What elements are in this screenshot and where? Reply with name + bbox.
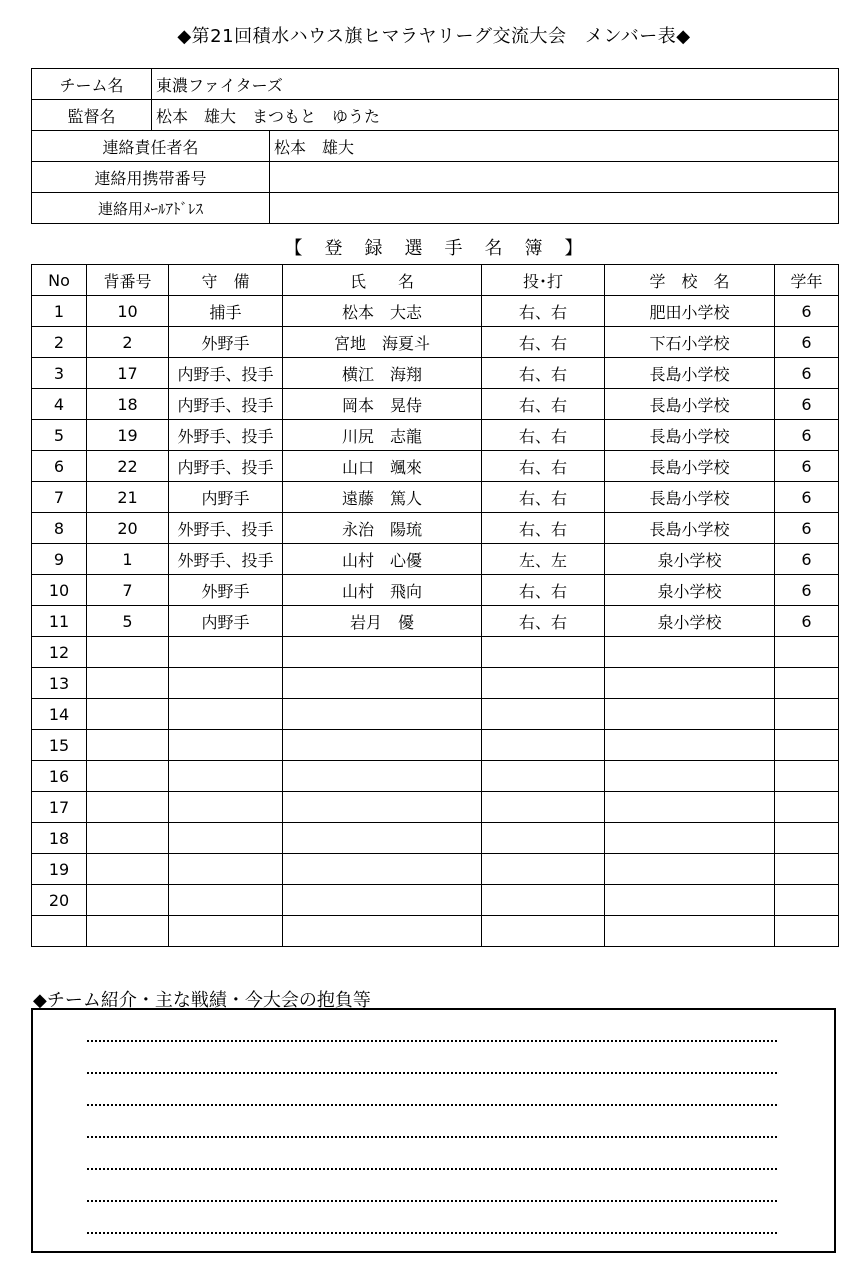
cell-throw-bat: 右、右 — [482, 389, 605, 420]
cell-position: 外野手 — [169, 327, 283, 358]
cell-no — [32, 916, 87, 947]
cell-position: 内野手、投手 — [169, 358, 283, 389]
cell-number — [87, 730, 169, 761]
table-row — [32, 916, 839, 947]
cell-school: 泉小学校 — [605, 606, 775, 637]
team-label: チーム名 — [32, 69, 152, 100]
table-row — [32, 482, 839, 513]
table-row — [32, 296, 839, 327]
cell-number: 17 — [87, 358, 169, 389]
roster-heading-char: 簿 — [524, 238, 545, 259]
table-row — [32, 575, 839, 606]
cell-no: 1 — [32, 296, 87, 327]
table-row — [32, 823, 839, 854]
cell-name: 山村 心優 — [283, 544, 482, 575]
cell-throw-bat — [482, 885, 605, 916]
intro-heading: ◆チーム紹介・主な戦績・今大会の抱負等 — [33, 990, 371, 1011]
contact-row — [32, 131, 839, 162]
cell-no: 5 — [32, 420, 87, 451]
manager-row — [32, 100, 839, 131]
cell-no: 18 — [32, 823, 87, 854]
roster-heading-char: 【 — [284, 238, 305, 259]
cell-throw-bat: 右、右 — [482, 513, 605, 544]
cell-grade: 6 — [775, 513, 839, 544]
cell-position: 内野手、投手 — [169, 389, 283, 420]
cell-number: 7 — [87, 575, 169, 606]
cell-number — [87, 885, 169, 916]
cell-throw-bat — [482, 792, 605, 823]
cell-grade: 6 — [775, 606, 839, 637]
cell-grade: 6 — [775, 420, 839, 451]
cell-name: 横江 海翔 — [283, 358, 482, 389]
cell-throw-bat: 右、右 — [482, 296, 605, 327]
cell-school — [605, 668, 775, 699]
table-row — [32, 668, 839, 699]
cell-throw-bat: 左、左 — [482, 544, 605, 575]
cell-number — [87, 761, 169, 792]
roster-heading-char: 名 — [484, 238, 505, 259]
cell-school: 下石小学校 — [605, 327, 775, 358]
cell-number: 10 — [87, 296, 169, 327]
header-grade: 学年 — [775, 265, 839, 296]
dotted-line — [87, 1136, 777, 1138]
cell-throw-bat: 右、右 — [482, 451, 605, 482]
cell-number: 18 — [87, 389, 169, 420]
header-name: 氏 名 — [283, 265, 482, 296]
email-row — [32, 193, 839, 224]
cell-throw-bat — [482, 699, 605, 730]
roster-heading-char: 登 — [324, 238, 345, 259]
cell-school — [605, 637, 775, 668]
cell-no: 19 — [32, 854, 87, 885]
cell-school: 長島小学校 — [605, 482, 775, 513]
phone-row — [32, 162, 839, 193]
cell-throw-bat: 右、右 — [482, 420, 605, 451]
cell-grade — [775, 668, 839, 699]
cell-school: 長島小学校 — [605, 451, 775, 482]
roster-table — [31, 264, 839, 947]
manager-label: 監督名 — [32, 100, 152, 131]
cell-no: 15 — [32, 730, 87, 761]
table-row — [32, 885, 839, 916]
cell-name: 山口 颯來 — [283, 451, 482, 482]
cell-no: 4 — [32, 389, 87, 420]
header-throw-bat: 投･打 — [482, 265, 605, 296]
phone-label: 連絡用携帯番号 — [32, 162, 270, 193]
cell-school — [605, 792, 775, 823]
cell-name: 松本 大志 — [283, 296, 482, 327]
cell-name — [283, 637, 482, 668]
cell-grade — [775, 761, 839, 792]
cell-grade: 6 — [775, 575, 839, 606]
cell-school: 長島小学校 — [605, 420, 775, 451]
cell-school: 長島小学校 — [605, 389, 775, 420]
table-row — [32, 606, 839, 637]
roster-heading-char: 選 — [404, 238, 425, 259]
cell-school — [605, 730, 775, 761]
phone-value — [270, 162, 839, 193]
cell-name — [283, 916, 482, 947]
cell-no: 3 — [32, 358, 87, 389]
dotted-line — [87, 1232, 777, 1234]
cell-no: 13 — [32, 668, 87, 699]
cell-throw-bat — [482, 761, 605, 792]
cell-number: 2 — [87, 327, 169, 358]
table-row — [32, 637, 839, 668]
cell-number — [87, 637, 169, 668]
team-info-table — [31, 68, 839, 224]
table-row — [32, 792, 839, 823]
table-row — [32, 327, 839, 358]
cell-no: 12 — [32, 637, 87, 668]
cell-school — [605, 885, 775, 916]
cell-number: 1 — [87, 544, 169, 575]
table-row — [32, 854, 839, 885]
roster-heading-char: 手 — [444, 238, 465, 259]
cell-throw-bat: 右、右 — [482, 575, 605, 606]
cell-school — [605, 823, 775, 854]
cell-number: 19 — [87, 420, 169, 451]
contact-value: 松本 雄大 — [270, 131, 839, 162]
cell-throw-bat — [482, 854, 605, 885]
table-row — [32, 544, 839, 575]
roster-heading-char: 録 — [364, 238, 385, 259]
cell-position — [169, 668, 283, 699]
cell-position — [169, 916, 283, 947]
cell-throw-bat: 右、右 — [482, 482, 605, 513]
cell-no: 11 — [32, 606, 87, 637]
header-position: 守 備 — [169, 265, 283, 296]
cell-grade: 6 — [775, 327, 839, 358]
dotted-line — [87, 1200, 777, 1202]
cell-name: 永治 陽琉 — [283, 513, 482, 544]
cell-throw-bat: 右、右 — [482, 327, 605, 358]
cell-position — [169, 761, 283, 792]
table-row — [32, 761, 839, 792]
cell-position — [169, 792, 283, 823]
team-value: 東濃ファイターズ — [152, 69, 839, 100]
cell-school: 肥田小学校 — [605, 296, 775, 327]
cell-number — [87, 699, 169, 730]
cell-number — [87, 854, 169, 885]
table-row — [32, 358, 839, 389]
cell-name — [283, 761, 482, 792]
dotted-line — [87, 1168, 777, 1170]
cell-name — [283, 854, 482, 885]
cell-school: 長島小学校 — [605, 513, 775, 544]
dotted-line — [87, 1104, 777, 1106]
cell-name — [283, 823, 482, 854]
cell-number — [87, 792, 169, 823]
cell-no: 2 — [32, 327, 87, 358]
cell-position — [169, 823, 283, 854]
cell-no: 9 — [32, 544, 87, 575]
cell-number: 20 — [87, 513, 169, 544]
cell-no: 10 — [32, 575, 87, 606]
cell-no: 20 — [32, 885, 87, 916]
cell-grade: 6 — [775, 544, 839, 575]
cell-position: 外野手、投手 — [169, 513, 283, 544]
page-title: ◆第21回積水ハウス旗ヒマラヤリーグ交流大会 メンバー表◆ — [177, 26, 691, 47]
cell-name — [283, 699, 482, 730]
cell-number — [87, 668, 169, 699]
cell-name: 川尻 志龍 — [283, 420, 482, 451]
team-row — [32, 69, 839, 100]
cell-position: 外野手 — [169, 575, 283, 606]
cell-no: 6 — [32, 451, 87, 482]
cell-school — [605, 916, 775, 947]
cell-position: 内野手 — [169, 482, 283, 513]
header-school: 学 校 名 — [605, 265, 775, 296]
table-row — [32, 389, 839, 420]
cell-number: 21 — [87, 482, 169, 513]
cell-position: 外野手、投手 — [169, 544, 283, 575]
cell-throw-bat: 右、右 — [482, 606, 605, 637]
intro-box — [31, 1008, 836, 1253]
cell-school — [605, 761, 775, 792]
header-number: 背番号 — [87, 265, 169, 296]
cell-no: 17 — [32, 792, 87, 823]
cell-name: 岡本 晃侍 — [283, 389, 482, 420]
cell-name: 宮地 海夏斗 — [283, 327, 482, 358]
header-no: No — [32, 265, 87, 296]
cell-school: 泉小学校 — [605, 575, 775, 606]
contact-label: 連絡責任者名 — [32, 131, 270, 162]
email-value — [270, 193, 839, 224]
cell-number — [87, 823, 169, 854]
cell-name — [283, 885, 482, 916]
cell-number: 5 — [87, 606, 169, 637]
cell-position: 捕手 — [169, 296, 283, 327]
cell-position — [169, 854, 283, 885]
cell-number — [87, 916, 169, 947]
cell-grade: 6 — [775, 389, 839, 420]
cell-name: 遠藤 篤人 — [283, 482, 482, 513]
table-row — [32, 730, 839, 761]
roster-heading — [31, 234, 838, 260]
table-row — [32, 699, 839, 730]
cell-grade — [775, 823, 839, 854]
table-row — [32, 451, 839, 482]
cell-grade — [775, 730, 839, 761]
cell-no: 7 — [32, 482, 87, 513]
cell-grade: 6 — [775, 482, 839, 513]
cell-grade — [775, 637, 839, 668]
cell-name — [283, 730, 482, 761]
cell-name: 岩月 優 — [283, 606, 482, 637]
cell-grade — [775, 792, 839, 823]
cell-throw-bat — [482, 668, 605, 699]
cell-position — [169, 637, 283, 668]
manager-value: 松本 雄大 まつもと ゆうた — [152, 100, 839, 131]
cell-position: 外野手、投手 — [169, 420, 283, 451]
cell-throw-bat — [482, 637, 605, 668]
cell-throw-bat — [482, 916, 605, 947]
cell-throw-bat — [482, 730, 605, 761]
cell-position: 内野手 — [169, 606, 283, 637]
roster-header-row — [32, 265, 839, 296]
cell-grade: 6 — [775, 358, 839, 389]
cell-school — [605, 854, 775, 885]
cell-grade — [775, 885, 839, 916]
dotted-line — [87, 1072, 777, 1074]
cell-position — [169, 699, 283, 730]
cell-grade: 6 — [775, 296, 839, 327]
cell-no: 16 — [32, 761, 87, 792]
cell-position: 内野手、投手 — [169, 451, 283, 482]
cell-no: 14 — [32, 699, 87, 730]
cell-position — [169, 885, 283, 916]
roster-heading-char: 】 — [564, 238, 585, 259]
cell-name — [283, 792, 482, 823]
cell-grade: 6 — [775, 451, 839, 482]
cell-grade — [775, 854, 839, 885]
cell-grade — [775, 699, 839, 730]
dotted-line — [87, 1040, 777, 1042]
cell-number: 22 — [87, 451, 169, 482]
table-row — [32, 420, 839, 451]
cell-school — [605, 699, 775, 730]
cell-name — [283, 668, 482, 699]
email-label: 連絡用ﾒｰﾙｱﾄﾞﾚｽ — [32, 193, 270, 224]
table-row — [32, 513, 839, 544]
cell-no: 8 — [32, 513, 87, 544]
cell-school: 長島小学校 — [605, 358, 775, 389]
cell-name: 山村 飛向 — [283, 575, 482, 606]
cell-throw-bat: 右、右 — [482, 358, 605, 389]
cell-position — [169, 730, 283, 761]
cell-throw-bat — [482, 823, 605, 854]
cell-grade — [775, 916, 839, 947]
cell-school: 泉小学校 — [605, 544, 775, 575]
